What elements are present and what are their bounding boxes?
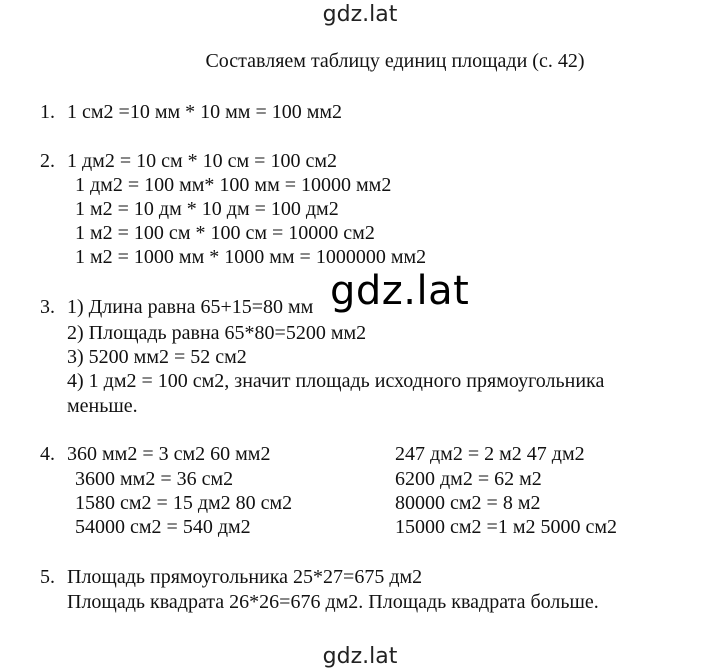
item-number-4: 4. xyxy=(40,443,55,465)
item-number-5: 5. xyxy=(40,566,55,588)
section-3-line: меньше. xyxy=(67,395,138,417)
section-4-right-line: 247 дм2 = 2 м2 47 дм2 xyxy=(395,443,585,465)
section-3-line: 2) Площадь равна 65*80=5200 мм2 xyxy=(67,322,367,344)
section-4-right-line: 80000 см2 = 8 м2 xyxy=(395,492,541,514)
section-3-line: 1) Длина равна 65+15=80 мм xyxy=(67,296,314,318)
section-4-left-line: 360 мм2 = 3 см2 60 мм2 xyxy=(67,443,271,465)
section-2-line: 1 дм2 = 10 см * 10 см = 100 см2 xyxy=(67,150,337,172)
watermark-top: gdz.lat xyxy=(322,2,398,27)
item-number-1: 1. xyxy=(40,101,55,123)
section-1-line: 1 см2 =10 мм * 10 мм = 100 мм2 xyxy=(67,101,343,123)
section-2-line: 1 дм2 = 100 мм* 100 мм = 10000 мм2 xyxy=(75,174,392,196)
page-title: Составляем таблицу единиц площади (с. 42) xyxy=(205,50,585,72)
section-4-left-line: 3600 мм2 = 36 см2 xyxy=(75,468,234,490)
item-number-2: 2. xyxy=(40,150,55,172)
section-5-line: Площадь квадрата 26*26=676 дм2. Площадь квадрата больше. xyxy=(67,591,599,613)
watermark-middle: gdz.lat xyxy=(330,268,470,314)
section-3-line: 4) 1 дм2 = 100 см2, значит площадь исходного прямоугольника xyxy=(67,370,605,392)
section-4-left-line: 1580 см2 = 15 дм2 80 см2 xyxy=(75,492,293,514)
section-4-right-line: 6200 дм2 = 62 м2 xyxy=(395,468,542,490)
section-3-line: 3) 5200 мм2 = 52 см2 xyxy=(67,346,247,368)
section-2-line: 1 м2 = 1000 мм * 1000 мм = 1000000 мм2 xyxy=(75,246,427,268)
watermark-bottom: gdz.lat xyxy=(322,644,398,669)
section-4-left-line: 54000 см2 = 540 дм2 xyxy=(75,516,251,538)
section-2-line: 1 м2 = 10 дм * 10 дм = 100 дм2 xyxy=(75,198,339,220)
section-5-line: Площадь прямоугольника 25*27=675 дм2 xyxy=(67,566,423,588)
section-2-line: 1 м2 = 100 см * 100 см = 10000 см2 xyxy=(75,222,375,244)
item-number-3: 3. xyxy=(40,296,55,318)
section-4-right-line: 15000 см2 =1 м2 5000 см2 xyxy=(395,516,618,538)
